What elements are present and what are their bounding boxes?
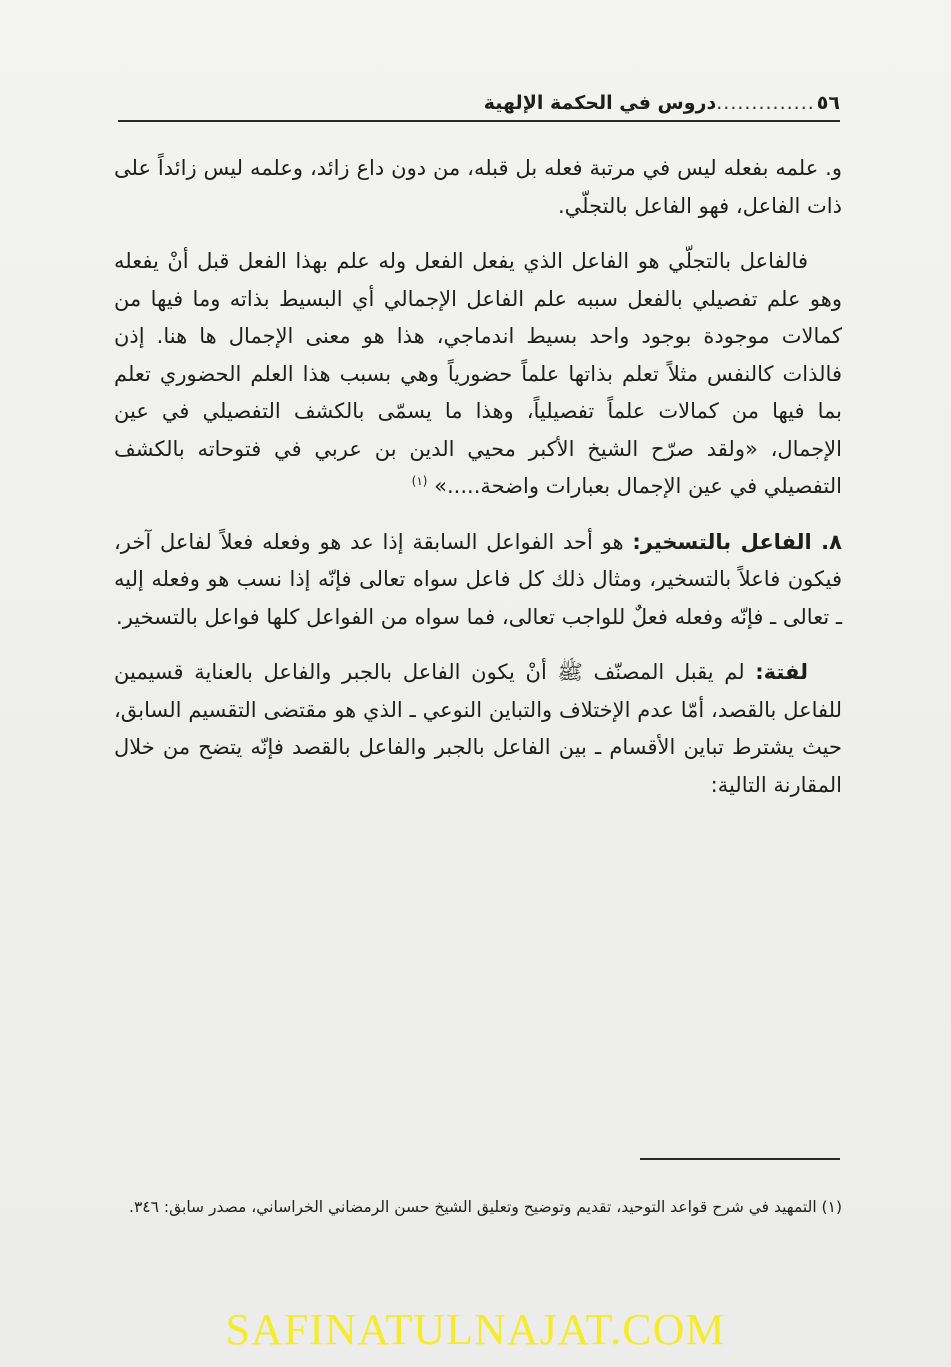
paragraph-text: لم يقبل المصنّف ﷺ أنْ يكون الفاعل بالجبر والفاعل بالعناية قسيمين للفاعل بالقصد، أمّا عدم الإختلاف والتباين النوعي ـ الذي هو مقتضى التقسيم السابق، حيث يشترط تباين الأقسام ـ بين الفاعل بالجبر والفاعل بالقصد فإنّه يتضح من خلال المقارنة التالية: [114,660,842,797]
footnote-reference[interactable]: (١) [411,474,428,488]
paragraph-lafta [114,654,842,804]
paragraph-heading: لفتة: [755,660,808,684]
body-text [114,150,842,822]
paragraph-item-w [114,150,842,225]
running-header [118,86,840,122]
footnote-divider [640,1158,840,1160]
page-number: ٥٦ [816,92,840,114]
paragraph-text: هو أحد الفواعل السابقة إذا عد هو وفعله فعلاً لفاعل آخر، فيكون فاعلاً بالتسخير، ومثال ذلك كل فاعل سواه تعالى فإنّه إذا نسب هو وفعله إليه ـ تعالى ـ فإنّه وفعله فعلٌ للواجب تعالى، فما سواه من الفواعل كلها فواعل بالتسخير. [114,529,842,629]
paragraph-text: فالفاعل بالتجلّي هو الفاعل الذي يفعل الفعل وله علم بهذا الفعل قبل أنْ يفعله وهو علم تفصيلي بالفعل سببه علم الفاعل الإجمالي أي البسيط بذاته وما فيها من كمالات موجودة بوجود واحد بسيط اندماجي، هذا هو معنى الإجمال ها هنا. إذن فالذات كالنفس مثلاً تعلم بذاتها علماً حضورياً وهي بسبب هذا العلم الحضوري تعلم بما فيها من كمالات علماً تفصيلياً، وهذا ما يسمّى بالكشف التفصيلي في عين الإجمال، «ولقد صرّح الشيخ الأكبر محيي الدين بن عربي في فتوحاته بالكشف التفصيلي في عين الإجمال بعبارات واضحة.....» [114,249,842,498]
paragraph-text: و. علمه بفعله ليس في مرتبة فعله بل قبله، من دون داع زائد، وعلمه ليس زائداً على ذات الفاعل، فهو الفاعل بالتجلّي. [114,156,842,218]
paragraph-taskhir [114,524,842,637]
header-leader-dots: .............. [716,92,815,114]
paragraph-heading: ٨. الفاعل بالتسخير: [632,529,842,554]
footnote [110,1190,842,1224]
paragraph-tajalli [114,243,842,506]
footnote-text: (١) التمهيد في شرح قواعد التوحيد، تقديم وتوضيح وتعليق الشيخ حسن الرمضاني الخراساني، مصدر سابق: ٣٤٦. [129,1198,842,1216]
book-title: دروس في الحكمة الإلهية [483,92,717,114]
site-watermark: SAFINATULNAJAT.COM [225,1305,726,1354]
